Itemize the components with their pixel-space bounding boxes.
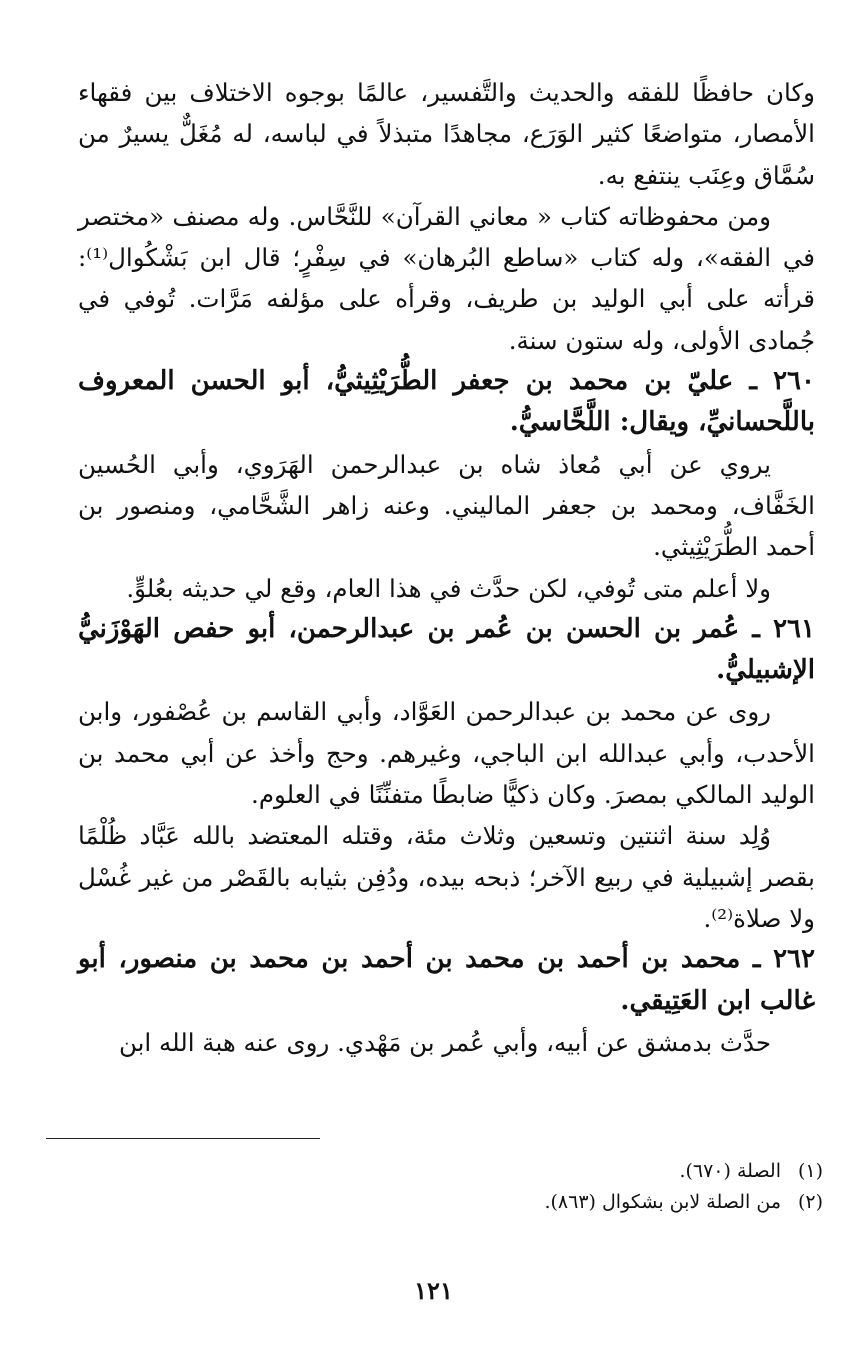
paragraph-5: روى عن محمد بن عبدالرحمن العَوَّاد، وأبي القاسم بن عُصْفور، وابن الأحدب، وأبي عبدالله ابن الباجي، وغيرهم. وحج وأخذ عن أبي محمد بن الوليد المالكي بمصرَ. وكان ذكيًّا ضابطًا متفنِّنًا في العلوم. bbox=[78, 697, 815, 810]
footnote-1 bbox=[300, 1156, 823, 1187]
paragraph-4: ولا أعلم متى تُوفي، لكن حدَّث في هذا العام، وقع لي حديثه بعُلوٍّ. bbox=[126, 573, 771, 603]
paragraph-3: يروي عن أبي مُعاذ شاه بن عبدالرحمن الهَرَوي، وأبي الحُسين الخَفَّاف، ومحمد بن جعفر الماليني. وعنه زاهر الشَّحَّامي، ومنصور بن أحمد الطُّرَيْثِيثي. bbox=[78, 449, 815, 562]
footnote-number: (١) bbox=[797, 1160, 823, 1182]
footnote-text: من الصلة لابن بشكوال (٨٦٣). bbox=[544, 1191, 781, 1213]
footnote-number: (٢) bbox=[797, 1191, 823, 1213]
footnote-separator bbox=[46, 1138, 320, 1139]
entry-heading-262: ٢٦٢ ـ محمد بن أحمد بن محمد بن أحمد بن محمد بن منصور، أبو غالب ابن العَتِيقي. bbox=[78, 944, 815, 1016]
footnotes bbox=[300, 1156, 823, 1218]
main-text bbox=[78, 72, 815, 1063]
entry-heading-260: ٢٦٠ ـ عليّ بن محمد بن جعفر الطُّرَيْثِيثيُّ، أبو الحسن المعروف باللَّحسانيِّ، ويقال: اللَّحَّاسيُّ. bbox=[78, 366, 815, 438]
footnote-text: الصلة (٦٧٠). bbox=[679, 1160, 781, 1182]
entry-heading-261: ٢٦١ ـ عُمر بن الحسن بن عُمر بن عبدالرحمن، أبو حفص الهَوْزَنيُّ الإشبيليُّ. bbox=[78, 613, 815, 686]
paragraph-2: ومن محفوظاته كتاب « معاني القرآن» للنَّحَّاس. وله مصنف «مختصر في الفقه»، وله كتاب «ساطع البُرهان» في سِفْرٍ؛ قال ابن بَشْكُوال⁽¹⁾: قرأته على أبي الوليد بن طريف، وقرأه على مؤلفه مَرَّات. تُوفي في جُمادى الأولى، وله ستون سنة. bbox=[78, 201, 815, 355]
paragraph-1: وكان حافظًا للفقه والحديث والتَّفسير، عالمًا بوجوه الاختلاف بين فقهاء الأمصار، متواضعًا كثير الوَرَع، مجاهدًا متبذلاً في لباسه، له مُغَلٌّ يسيرٌ من سُمَّاق وعِنَب ينتفع به. bbox=[78, 78, 815, 190]
paragraph-7: حدَّث بدمشق عن أبيه، وأبي عُمر بن مَهْدي. روى عنه هبة الله ابن bbox=[118, 1027, 771, 1057]
footnote-2 bbox=[300, 1187, 823, 1218]
page-number: ١٢١ bbox=[414, 1276, 453, 1305]
paragraph-6: وُلِد سنة اثنتين وتسعين وثلاث مئة، وقتله المعتضد بالله عَبَّاد ظُلْمًا بقصر إشبيلية في ربيع الآخر؛ ذبحه بيده، ودُفِن بثيابه بالقَصْر من غير غُسْل ولا صلاة⁽²⁾. bbox=[78, 821, 815, 933]
